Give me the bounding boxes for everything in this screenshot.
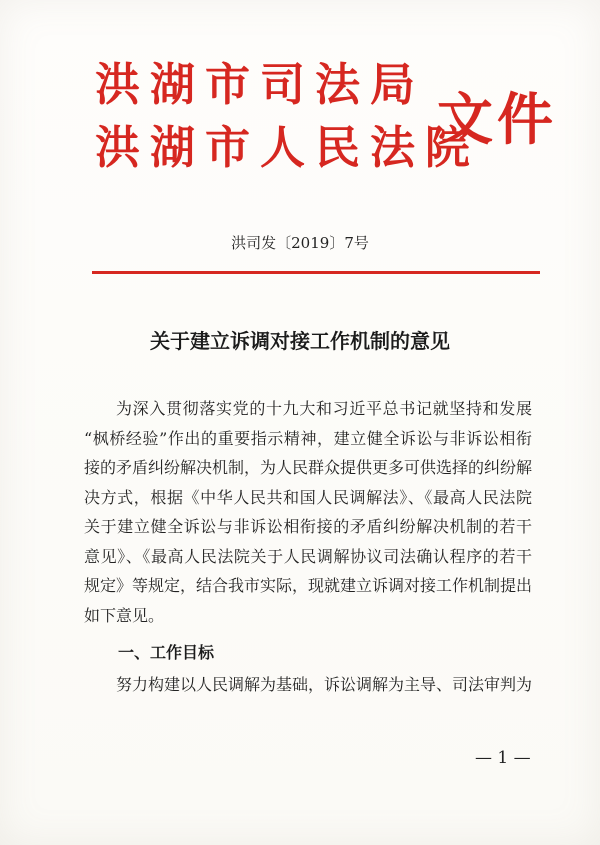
section-paragraph <box>84 670 532 700</box>
section-heading: 一、工作目标 <box>118 643 215 662</box>
document-title: 关于建立诉调对接工作机制的意见 <box>150 329 450 353</box>
body-line: 为深入贯彻落实党的十九大和习近平总书记就坚持和发展 <box>116 399 532 418</box>
body-line: 关于建立健全诉讼与非诉讼相衔接的矛盾纠纷解决机制的若干 <box>84 517 532 536</box>
body-line: 决方式，根据《中华人民共和国人民调解法》、《最高人民法院 <box>84 487 532 507</box>
document-type: 文件 <box>437 87 557 153</box>
body-line: 接的矛盾纠纷解决机制，为人民群众提供更多可供选择的纠纷解 <box>84 458 533 477</box>
body-line: 努力构建以人民调解为基础，诉讼调解为主导、司法审判为 <box>116 675 533 694</box>
body-line: 如下意见。 <box>84 605 165 625</box>
page-number: — 1 — <box>475 748 531 768</box>
body-line: 规定》等规定，结合我市实际，现就建立诉调对接工作机制提出 <box>84 576 533 595</box>
body-line: “枫桥经验”作出的重要指示精神，建立健全诉讼与非诉讼相衔 <box>84 428 532 448</box>
red-divider-line <box>92 271 540 274</box>
body-line: 意见》、《最高人民法院关于人民调解协议司法确认程序的若干 <box>84 546 532 566</box>
issuing-org-1: 洪湖市司法局 <box>95 58 426 111</box>
document-number: 洪司发〔2019〕7号 <box>231 234 369 252</box>
body-paragraph <box>84 394 532 630</box>
document-header <box>95 58 557 192</box>
issuing-org-2: 洪湖市人民法院 <box>95 121 481 174</box>
